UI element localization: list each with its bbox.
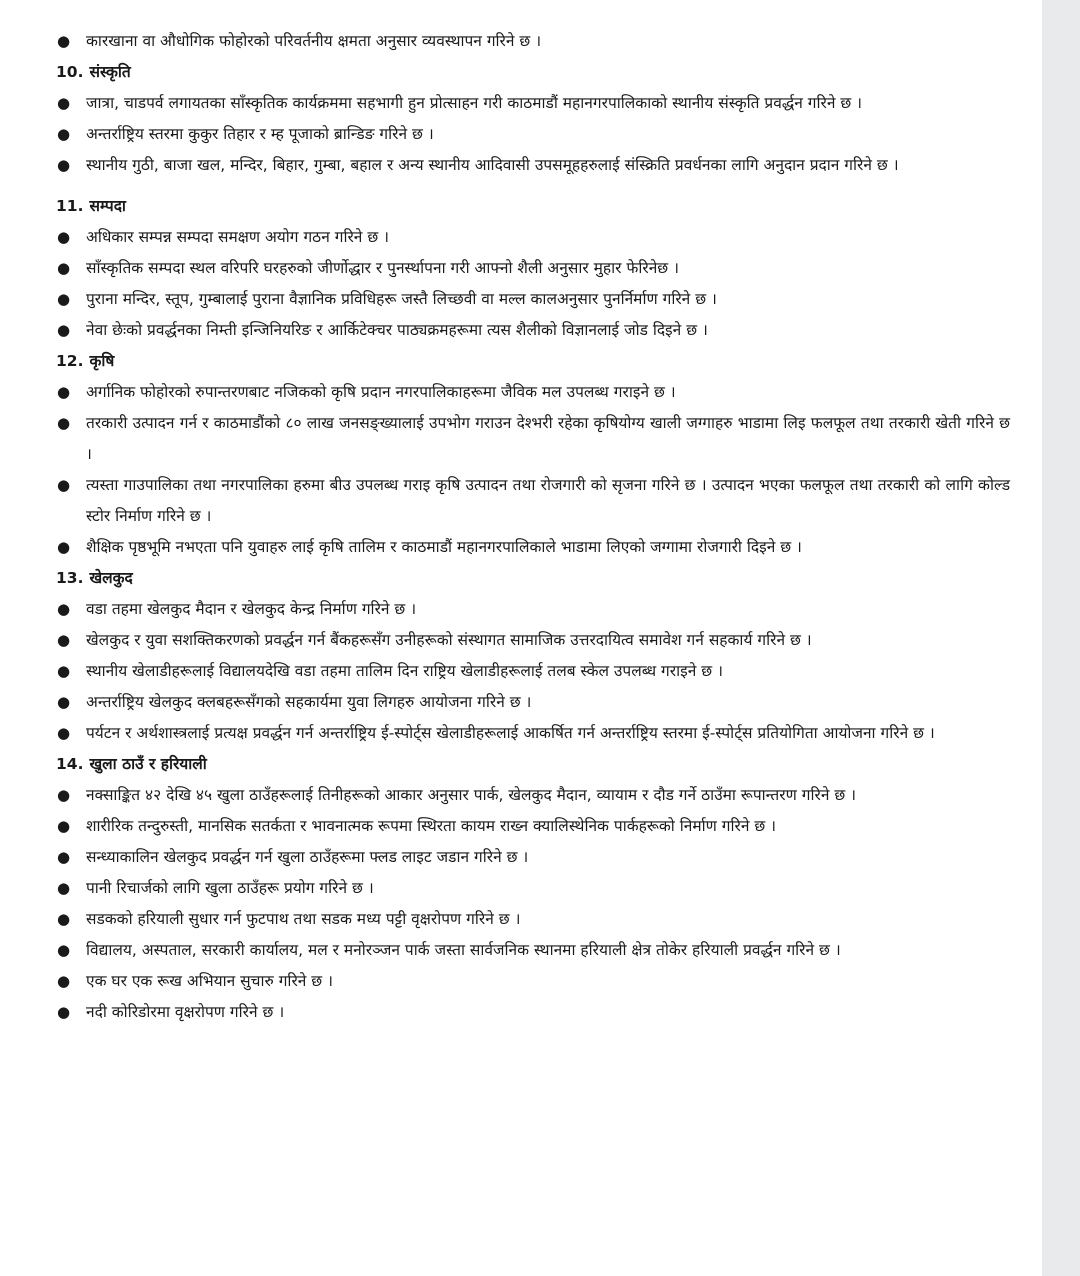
bullet-icon: ●: [57, 1003, 71, 1021]
section-title: खेलकुद: [89, 569, 133, 587]
list-item-text: स्थानीय गुठी, बाजा खल, मन्दिर, बिहार, गुम्बा, बहाल र अन्य स्थानीय आदिवासी उपसमूहहरुलाई संस्क्रिति प्रवर्धनका लागि अनुदान प्रदान गरिने छ ।: [86, 156, 899, 174]
list-item: [54, 88, 1010, 119]
bullet-icon: ●: [57, 631, 71, 649]
list-item-text: पानी रिचार्जको लागि खुला ठाउँहरू प्रयोग गरिने छ ।: [86, 879, 374, 897]
list-item: [54, 718, 1010, 749]
list-item-text: स्थानीय खेलाडीहरूलाई विद्यालयदेखि वडा तहमा तालिम दिन राष्ट्रिय खेलाडीहरूलाई तलब स्केल उपलब्ध गराइने छ ।: [86, 662, 723, 680]
list-item: [54, 150, 1010, 181]
bullet-icon: ●: [57, 538, 71, 556]
list-item: [54, 687, 1010, 718]
list-item: [54, 253, 1010, 284]
list-item-text: पुराना मन्दिर, स्तूप, गुम्बालाई पुराना वैज्ञानिक प्रविधिहरू जस्तै लिच्छवी वा मल्ल कालअनुसार पुनर्निर्माण गरिने छ ।: [86, 290, 717, 308]
list-item: [54, 997, 1010, 1028]
section-number: 12.: [56, 352, 84, 370]
section-heading: [54, 57, 1010, 88]
list-item-text: शारीरिक तन्दुरुस्ती, मानसिक सतर्कता र भावनात्मक रूपमा स्थिरता कायम राख्न क्यालिस्थेनिक पार्कहरूको निर्माण गरिने छ ।: [86, 817, 777, 835]
list-item-text: अर्गानिक फोहोरको रुपान्तरणबाट नजिकको कृषि प्रदान नगरपालिकाहरूमा जैविक मल उपलब्ध गराइने छ ।: [86, 383, 676, 401]
section-number: 13.: [56, 569, 84, 587]
list-item: [54, 656, 1010, 687]
list-item-text: पर्यटन र अर्थशास्त्रलाई प्रत्यक्ष प्रवर्द्धन गर्न अन्तर्राष्ट्रिय ई-स्पोर्ट्स खेलाडीहरूलाई आकर्षित गर्न अन्तर्राष्ट्रिय स्तरमा ई-स्पोर्ट्स प्रतियोगिता आयोजना गरिने छ ।: [86, 724, 935, 742]
list-item: [54, 873, 1010, 904]
bullet-icon: ●: [57, 724, 71, 742]
list-item-text: तरकारी उत्पादन गर्न र काठमाडौंको ८० लाख जनसङ्ख्यालाई उपभोग गराउन देश्भरी रहेका कृषियोग्य खाली जग्गाहरु भाडामा लिइ फलफूल तथा तरकारी खेती गरिने छ ।: [86, 414, 1010, 463]
section-title: सम्पदा: [89, 197, 126, 215]
document-page: [54, 26, 1010, 1028]
section-heading: [54, 749, 1010, 780]
list-item-text: सन्ध्याकालिन खेलकुद प्रवर्द्धन गर्न खुला ठाउँहरूमा फ्लड लाइट जडान गरिने छ ।: [86, 848, 529, 866]
bullet-icon: ●: [57, 321, 71, 339]
bullet-icon: ●: [57, 693, 71, 711]
section-heading: [54, 191, 1010, 222]
section-title: खुला ठाउँ र हरियाली: [89, 755, 207, 773]
list-item-text: खेलकुद र युवा सशक्तिकरणको प्रवर्द्धन गर्न बैंकहरूसँग उनीहरूको संस्थागत सामाजिक उत्तरदायित्व समावेश गर्न सहकार्य गरिने छ ।: [86, 631, 812, 649]
list-item-text: एक घर एक रूख अभियान सुचारु गरिने छ ।: [86, 972, 333, 990]
list-item-text: विद्यालय, अस्पताल, सरकारी कार्यालय, मल र मनोरञ्जन पार्क जस्ता सार्वजनिक स्थानमा हरियाली क्षेत्र तोकेर हरियाली प्रवर्द्धन गरिने छ ।: [86, 941, 841, 959]
section-title: कृषि: [89, 352, 115, 370]
list-item-text: सडकको हरियाली सुधार गर्न फुटपाथ तथा सडक मध्य पट्टी वृक्षरोपण गरिने छ ।: [86, 910, 521, 928]
bullet-icon: ●: [57, 125, 71, 143]
list-item: [54, 284, 1010, 315]
list-item-text: साँस्कृतिक सम्पदा स्थल वरिपरि घरहरुको जीर्णोद्धार र पुनर्स्थापना गरी आफ्नो शैली अनुसार मुहार फेरिनेछ ।: [86, 259, 679, 277]
bullet-icon: ●: [57, 848, 71, 866]
bullet-icon: ●: [57, 879, 71, 897]
list-item: [54, 26, 1010, 57]
list-item-text: नेवा छेःको प्रवर्द्धनका निम्ती इन्जिनियरिङ र आर्किटेक्चर पाठ्यक्रमहरूमा त्यस शैलीको विज्ञानलाई जोड दिइने छ ।: [86, 321, 708, 339]
page-edge-strip: [1042, 0, 1080, 1276]
bullet-icon: ●: [57, 228, 71, 246]
list-item: [54, 408, 1010, 470]
section-number: 14.: [56, 755, 84, 773]
bullet-icon: ●: [57, 259, 71, 277]
bullet-icon: ●: [57, 600, 71, 618]
list-item: [54, 625, 1010, 656]
bullet-icon: ●: [57, 156, 71, 174]
list-item-text: अन्तर्राष्ट्रिय स्तरमा कुकुर तिहार र म्ह पूजाको ब्रान्डिङ गरिने छ ।: [86, 125, 434, 143]
bullet-icon: ●: [57, 972, 71, 990]
bullet-icon: ●: [57, 94, 71, 112]
list-item: [54, 842, 1010, 873]
list-item: [54, 811, 1010, 842]
bullet-icon: ●: [57, 941, 71, 959]
bullet-icon: ●: [57, 786, 71, 804]
list-item-text: वडा तहमा खेलकुद मैदान र खेलकुद केन्द्र निर्माण गरिने छ ।: [86, 600, 417, 618]
list-item-text: नदी कोरिडोरमा वृक्षरोपण गरिने छ ।: [86, 1003, 285, 1021]
list-item-text: नक्साङ्कित ४२ देखि ४५ खुला ठाउँहरूलाई तिनीहरूको आकार अनुसार पार्क, खेलकुद मैदान, व्यायाम र दौड गर्ने ठाउँमा रूपान्तरण गरिने छ ।: [86, 786, 857, 804]
section-heading: [54, 563, 1010, 594]
bullet-icon: ●: [57, 290, 71, 308]
list-item: [54, 532, 1010, 563]
list-item-text: जात्रा, चाडपर्व लगायतका साँस्कृतिक कार्यक्रममा सहभागी हुन प्रोत्साहन गरी काठमाडौं महानगरपालिकाको स्थानीय संस्कृति प्रवर्द्धन गरिने छ ।: [86, 94, 863, 112]
bullet-icon: ●: [57, 476, 71, 494]
bullet-icon: ●: [57, 662, 71, 680]
list-item: [54, 780, 1010, 811]
list-item: [54, 470, 1010, 532]
list-item-text: शैक्षिक पृष्ठभूमि नभएता पनि युवाहरु लाई कृषि तालिम र काठमाडौं महानगरपालिकाले भाडामा लिएको जग्गामा रोजगारी दिइने छ ।: [86, 538, 802, 556]
list-item: [54, 377, 1010, 408]
list-item: [54, 935, 1010, 966]
section-spacer: [54, 181, 1010, 191]
bullet-icon: ●: [57, 414, 71, 432]
list-item-text: कारखाना वा औधोगिक फोहोरको परिवर्तनीय क्षमता अनुसार व्यवस्थापन गरिने छ ।: [86, 32, 542, 50]
list-item: [54, 904, 1010, 935]
bullet-icon: ●: [57, 910, 71, 928]
list-item: [54, 594, 1010, 625]
list-item: [54, 315, 1010, 346]
list-item-text: अधिकार सम्पन्न सम्पदा समक्षण अयोग गठन गरिने छ ।: [86, 228, 389, 246]
bullet-icon: ●: [57, 32, 71, 50]
list-item: [54, 119, 1010, 150]
section-heading: [54, 346, 1010, 377]
list-item: [54, 966, 1010, 997]
section-title: संस्कृति: [89, 63, 131, 81]
list-item: [54, 222, 1010, 253]
list-item-text: अन्तर्राष्ट्रिय खेलकुद क्लबहरूसँगको सहकार्यमा युवा लिगहरु आयोजना गरिने छ ।: [86, 693, 532, 711]
list-item-text: त्यस्ता गाउपालिका तथा नगरपालिका हरुमा बीउ उपलब्ध गराइ कृषि उत्पादन तथा रोजगारी को सृजना गरिने छ । उत्पादन भएका फलफूल तथा तरकारी को लागि कोल्ड स्टोर निर्माण गरिने छ ।: [86, 476, 1010, 525]
bullet-icon: ●: [57, 817, 71, 835]
bullet-icon: ●: [57, 383, 71, 401]
section-number: 10.: [56, 63, 84, 81]
section-number: 11.: [56, 197, 84, 215]
